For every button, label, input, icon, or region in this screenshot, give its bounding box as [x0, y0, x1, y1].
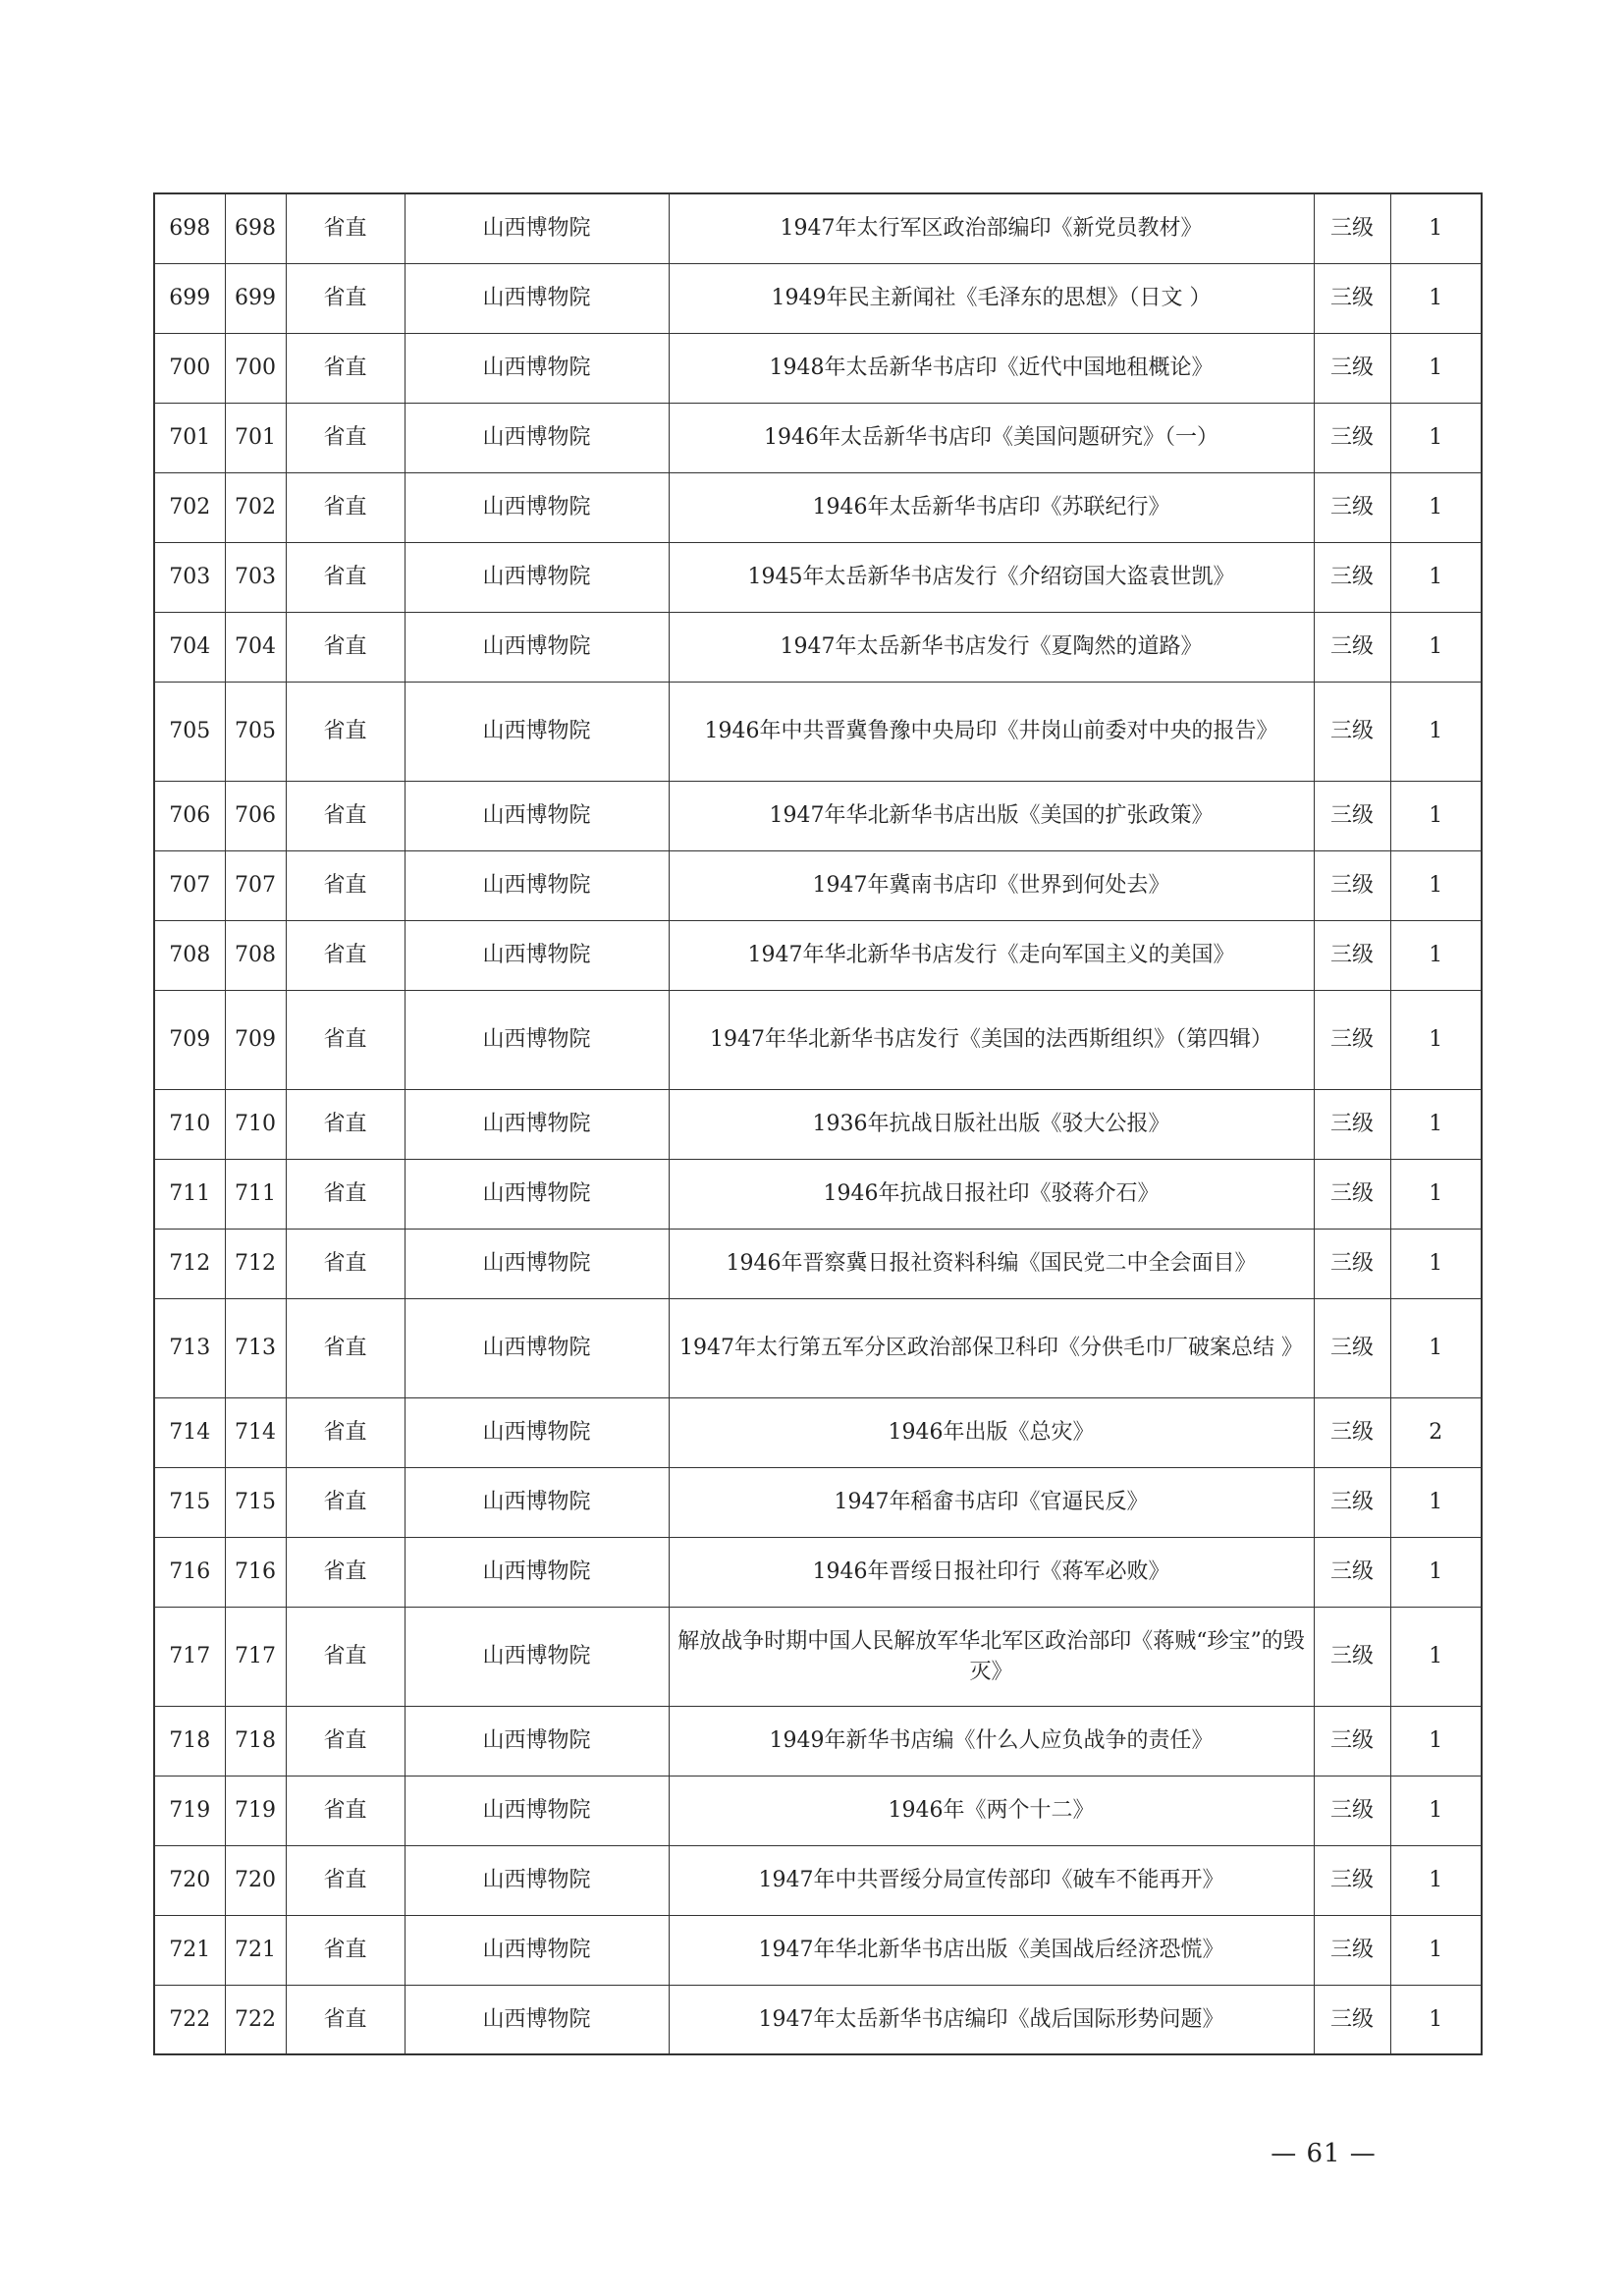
- quantity-cell: 2: [1390, 1397, 1482, 1467]
- category-cell: 省直: [286, 193, 405, 263]
- grade-cell: 三级: [1314, 850, 1390, 920]
- quantity-cell: 1: [1390, 1915, 1482, 1985]
- unit-cell: 山西博物院: [405, 1397, 669, 1467]
- unit-cell: 山西博物院: [405, 193, 669, 263]
- row-number-cell: 700: [154, 333, 225, 403]
- category-cell: 省直: [286, 333, 405, 403]
- row-number-cell: 708: [154, 920, 225, 990]
- row-number-cell: 717: [154, 1607, 225, 1706]
- row-number-cell: 709: [154, 990, 225, 1089]
- unit-cell: 山西博物院: [405, 1159, 669, 1229]
- table-row: [154, 472, 1482, 542]
- serial-number-cell: 720: [225, 1845, 286, 1915]
- category-cell: 省直: [286, 850, 405, 920]
- table-row: [154, 1985, 1482, 2054]
- item-name-cell: 1947年中共晋绥分局宣传部印《破车不能再开》: [669, 1845, 1314, 1915]
- table-row: [154, 1298, 1482, 1397]
- unit-cell: 山西博物院: [405, 1607, 669, 1706]
- serial-number-cell: 705: [225, 682, 286, 781]
- item-name-cell: 1947年华北新华书店出版《美国战后经济恐慌》: [669, 1915, 1314, 1985]
- table-row: [154, 1397, 1482, 1467]
- item-name-cell: 1947年太行军区政治部编印《新党员教材》: [669, 193, 1314, 263]
- table-row: [154, 1915, 1482, 1985]
- unit-cell: 山西博物院: [405, 1298, 669, 1397]
- serial-number-cell: 699: [225, 263, 286, 333]
- quantity-cell: 1: [1390, 1706, 1482, 1776]
- category-cell: 省直: [286, 682, 405, 781]
- row-number-cell: 710: [154, 1089, 225, 1159]
- row-number-cell: 704: [154, 612, 225, 682]
- grade-cell: 三级: [1314, 1397, 1390, 1467]
- item-name-cell: 1946年晋察冀日报社资料科编《国民党二中全会面目》: [669, 1229, 1314, 1298]
- serial-number-cell: 714: [225, 1397, 286, 1467]
- unit-cell: 山西博物院: [405, 1229, 669, 1298]
- category-cell: 省直: [286, 1229, 405, 1298]
- quantity-cell: 1: [1390, 193, 1482, 263]
- category-cell: 省直: [286, 1089, 405, 1159]
- unit-cell: 山西博物院: [405, 920, 669, 990]
- row-number-cell: 706: [154, 781, 225, 850]
- category-cell: 省直: [286, 472, 405, 542]
- unit-cell: 山西博物院: [405, 1915, 669, 1985]
- grade-cell: 三级: [1314, 193, 1390, 263]
- unit-cell: 山西博物院: [405, 612, 669, 682]
- serial-number-cell: 715: [225, 1467, 286, 1537]
- grade-cell: 三级: [1314, 682, 1390, 781]
- serial-number-cell: 700: [225, 333, 286, 403]
- row-number-cell: 721: [154, 1915, 225, 1985]
- serial-number-cell: 709: [225, 990, 286, 1089]
- unit-cell: 山西博物院: [405, 333, 669, 403]
- serial-number-cell: 702: [225, 472, 286, 542]
- grade-cell: 三级: [1314, 1845, 1390, 1915]
- quantity-cell: 1: [1390, 1229, 1482, 1298]
- grade-cell: 三级: [1314, 1985, 1390, 2054]
- serial-number-cell: 698: [225, 193, 286, 263]
- grade-cell: 三级: [1314, 263, 1390, 333]
- grade-cell: 三级: [1314, 1776, 1390, 1845]
- category-cell: 省直: [286, 1776, 405, 1845]
- page-number: — 61 —: [1271, 2139, 1377, 2168]
- row-number-cell: 701: [154, 403, 225, 472]
- table-row: [154, 1467, 1482, 1537]
- unit-cell: 山西博物院: [405, 1985, 669, 2054]
- grade-cell: 三级: [1314, 1298, 1390, 1397]
- row-number-cell: 702: [154, 472, 225, 542]
- serial-number-cell: 716: [225, 1537, 286, 1607]
- item-name-cell: 1946年太岳新华书店印《美国问题研究》（一）: [669, 403, 1314, 472]
- row-number-cell: 712: [154, 1229, 225, 1298]
- table-row: [154, 850, 1482, 920]
- grade-cell: 三级: [1314, 1607, 1390, 1706]
- grade-cell: 三级: [1314, 333, 1390, 403]
- item-name-cell: 1946年出版《总灾》: [669, 1397, 1314, 1467]
- quantity-cell: 1: [1390, 920, 1482, 990]
- serial-number-cell: 704: [225, 612, 286, 682]
- grade-cell: 三级: [1314, 472, 1390, 542]
- category-cell: 省直: [286, 990, 405, 1089]
- table-row: [154, 612, 1482, 682]
- quantity-cell: 1: [1390, 1467, 1482, 1537]
- table-body: [154, 193, 1482, 2054]
- category-cell: 省直: [286, 1397, 405, 1467]
- row-number-cell: 698: [154, 193, 225, 263]
- table-row: [154, 1537, 1482, 1607]
- row-number-cell: 711: [154, 1159, 225, 1229]
- unit-cell: 山西博物院: [405, 1537, 669, 1607]
- quantity-cell: 1: [1390, 1845, 1482, 1915]
- serial-number-cell: 719: [225, 1776, 286, 1845]
- quantity-cell: 1: [1390, 263, 1482, 333]
- quantity-cell: 1: [1390, 850, 1482, 920]
- quantity-cell: 1: [1390, 781, 1482, 850]
- item-name-cell: 解放战争时期中国人民解放军华北军区政治部印《蒋贼“珍宝”的毁灭》: [669, 1607, 1314, 1706]
- category-cell: 省直: [286, 612, 405, 682]
- serial-number-cell: 708: [225, 920, 286, 990]
- item-name-cell: 1947年太岳新华书店编印《战后国际形势问题》: [669, 1985, 1314, 2054]
- serial-number-cell: 712: [225, 1229, 286, 1298]
- serial-number-cell: 717: [225, 1607, 286, 1706]
- category-cell: 省直: [286, 542, 405, 612]
- serial-number-cell: 710: [225, 1089, 286, 1159]
- table-row: [154, 403, 1482, 472]
- category-cell: 省直: [286, 920, 405, 990]
- category-cell: 省直: [286, 1915, 405, 1985]
- quantity-cell: 1: [1390, 990, 1482, 1089]
- item-name-cell: 1947年冀南书店印《世界到何处去》: [669, 850, 1314, 920]
- quantity-cell: 1: [1390, 542, 1482, 612]
- table-row: [154, 682, 1482, 781]
- row-number-cell: 715: [154, 1467, 225, 1537]
- serial-number-cell: 703: [225, 542, 286, 612]
- category-cell: 省直: [286, 1298, 405, 1397]
- row-number-cell: 719: [154, 1776, 225, 1845]
- row-number-cell: 720: [154, 1845, 225, 1915]
- row-number-cell: 707: [154, 850, 225, 920]
- category-cell: 省直: [286, 1159, 405, 1229]
- grade-cell: 三级: [1314, 920, 1390, 990]
- row-number-cell: 714: [154, 1397, 225, 1467]
- item-name-cell: 1946年太岳新华书店印《苏联纪行》: [669, 472, 1314, 542]
- quantity-cell: 1: [1390, 682, 1482, 781]
- table-row: [154, 1607, 1482, 1706]
- grade-cell: 三级: [1314, 1706, 1390, 1776]
- serial-number-cell: 711: [225, 1159, 286, 1229]
- unit-cell: 山西博物院: [405, 542, 669, 612]
- item-name-cell: 1936年抗战日版社出版《驳大公报》: [669, 1089, 1314, 1159]
- quantity-cell: 1: [1390, 333, 1482, 403]
- grade-cell: 三级: [1314, 612, 1390, 682]
- grade-cell: 三级: [1314, 1159, 1390, 1229]
- item-name-cell: 1946年抗战日报社印《驳蒋介石》: [669, 1159, 1314, 1229]
- category-cell: 省直: [286, 263, 405, 333]
- category-cell: 省直: [286, 1607, 405, 1706]
- quantity-cell: 1: [1390, 1089, 1482, 1159]
- unit-cell: 山西博物院: [405, 990, 669, 1089]
- item-name-cell: 1949年新华书店编《什么人应负战争的责任》: [669, 1706, 1314, 1776]
- item-name-cell: 1949年民主新闻社《毛泽东的思想》（日文 ）: [669, 263, 1314, 333]
- unit-cell: 山西博物院: [405, 1845, 669, 1915]
- table-row: [154, 781, 1482, 850]
- serial-number-cell: 713: [225, 1298, 286, 1397]
- serial-number-cell: 721: [225, 1915, 286, 1985]
- quantity-cell: 1: [1390, 472, 1482, 542]
- quantity-cell: 1: [1390, 403, 1482, 472]
- table-row: [154, 1845, 1482, 1915]
- category-cell: 省直: [286, 1845, 405, 1915]
- grade-cell: 三级: [1314, 781, 1390, 850]
- item-name-cell: 1946年中共晋冀鲁豫中央局印《井岗山前委对中央的报告》: [669, 682, 1314, 781]
- row-number-cell: 705: [154, 682, 225, 781]
- table-row: [154, 990, 1482, 1089]
- unit-cell: 山西博物院: [405, 1089, 669, 1159]
- unit-cell: 山西博物院: [405, 403, 669, 472]
- item-name-cell: 1948年太岳新华书店印《近代中国地租概论》: [669, 333, 1314, 403]
- category-cell: 省直: [286, 1537, 405, 1607]
- row-number-cell: 703: [154, 542, 225, 612]
- grade-cell: 三级: [1314, 1229, 1390, 1298]
- unit-cell: 山西博物院: [405, 1776, 669, 1845]
- table-row: [154, 263, 1482, 333]
- table-row: [154, 1159, 1482, 1229]
- item-name-cell: 1947年稻畲书店印《官逼民反》: [669, 1467, 1314, 1537]
- item-name-cell: 1947年太岳新华书店发行《夏陶然的道路》: [669, 612, 1314, 682]
- row-number-cell: 716: [154, 1537, 225, 1607]
- serial-number-cell: 701: [225, 403, 286, 472]
- table-row: [154, 1776, 1482, 1845]
- serial-number-cell: 706: [225, 781, 286, 850]
- grade-cell: 三级: [1314, 1089, 1390, 1159]
- grade-cell: 三级: [1314, 403, 1390, 472]
- quantity-cell: 1: [1390, 1776, 1482, 1845]
- quantity-cell: 1: [1390, 612, 1482, 682]
- quantity-cell: 1: [1390, 1537, 1482, 1607]
- category-cell: 省直: [286, 1467, 405, 1537]
- row-number-cell: 713: [154, 1298, 225, 1397]
- table-row: [154, 542, 1482, 612]
- category-cell: 省直: [286, 403, 405, 472]
- item-name-cell: 1946年《两个十二》: [669, 1776, 1314, 1845]
- table-row: [154, 1706, 1482, 1776]
- quantity-cell: 1: [1390, 1607, 1482, 1706]
- row-number-cell: 718: [154, 1706, 225, 1776]
- unit-cell: 山西博物院: [405, 1467, 669, 1537]
- category-cell: 省直: [286, 1985, 405, 2054]
- serial-number-cell: 722: [225, 1985, 286, 2054]
- grade-cell: 三级: [1314, 542, 1390, 612]
- serial-number-cell: 707: [225, 850, 286, 920]
- unit-cell: 山西博物院: [405, 472, 669, 542]
- table-row: [154, 920, 1482, 990]
- grade-cell: 三级: [1314, 1915, 1390, 1985]
- table-row: [154, 1229, 1482, 1298]
- item-name-cell: 1947年华北新华书店出版《美国的扩张政策》: [669, 781, 1314, 850]
- quantity-cell: 1: [1390, 1985, 1482, 2054]
- table-row: [154, 333, 1482, 403]
- unit-cell: 山西博物院: [405, 1706, 669, 1776]
- unit-cell: 山西博物院: [405, 781, 669, 850]
- item-name-cell: 1946年晋绥日报社印行《蒋军必败》: [669, 1537, 1314, 1607]
- relics-catalog-table: [153, 192, 1483, 2055]
- category-cell: 省直: [286, 1706, 405, 1776]
- grade-cell: 三级: [1314, 990, 1390, 1089]
- table-row: [154, 193, 1482, 263]
- table-row: [154, 1089, 1482, 1159]
- category-cell: 省直: [286, 781, 405, 850]
- unit-cell: 山西博物院: [405, 850, 669, 920]
- row-number-cell: 722: [154, 1985, 225, 2054]
- row-number-cell: 699: [154, 263, 225, 333]
- item-name-cell: 1945年太岳新华书店发行《介绍窃国大盗袁世凯》: [669, 542, 1314, 612]
- quantity-cell: 1: [1390, 1159, 1482, 1229]
- grade-cell: 三级: [1314, 1467, 1390, 1537]
- unit-cell: 山西博物院: [405, 263, 669, 333]
- serial-number-cell: 718: [225, 1706, 286, 1776]
- item-name-cell: 1947年华北新华书店发行《美国的法西斯组织》（第四辑）: [669, 990, 1314, 1089]
- quantity-cell: 1: [1390, 1298, 1482, 1397]
- item-name-cell: 1947年华北新华书店发行《走向军国主义的美国》: [669, 920, 1314, 990]
- item-name-cell: 1947年太行第五军分区政治部保卫科印《分供毛巾厂破案总结 》: [669, 1298, 1314, 1397]
- grade-cell: 三级: [1314, 1537, 1390, 1607]
- unit-cell: 山西博物院: [405, 682, 669, 781]
